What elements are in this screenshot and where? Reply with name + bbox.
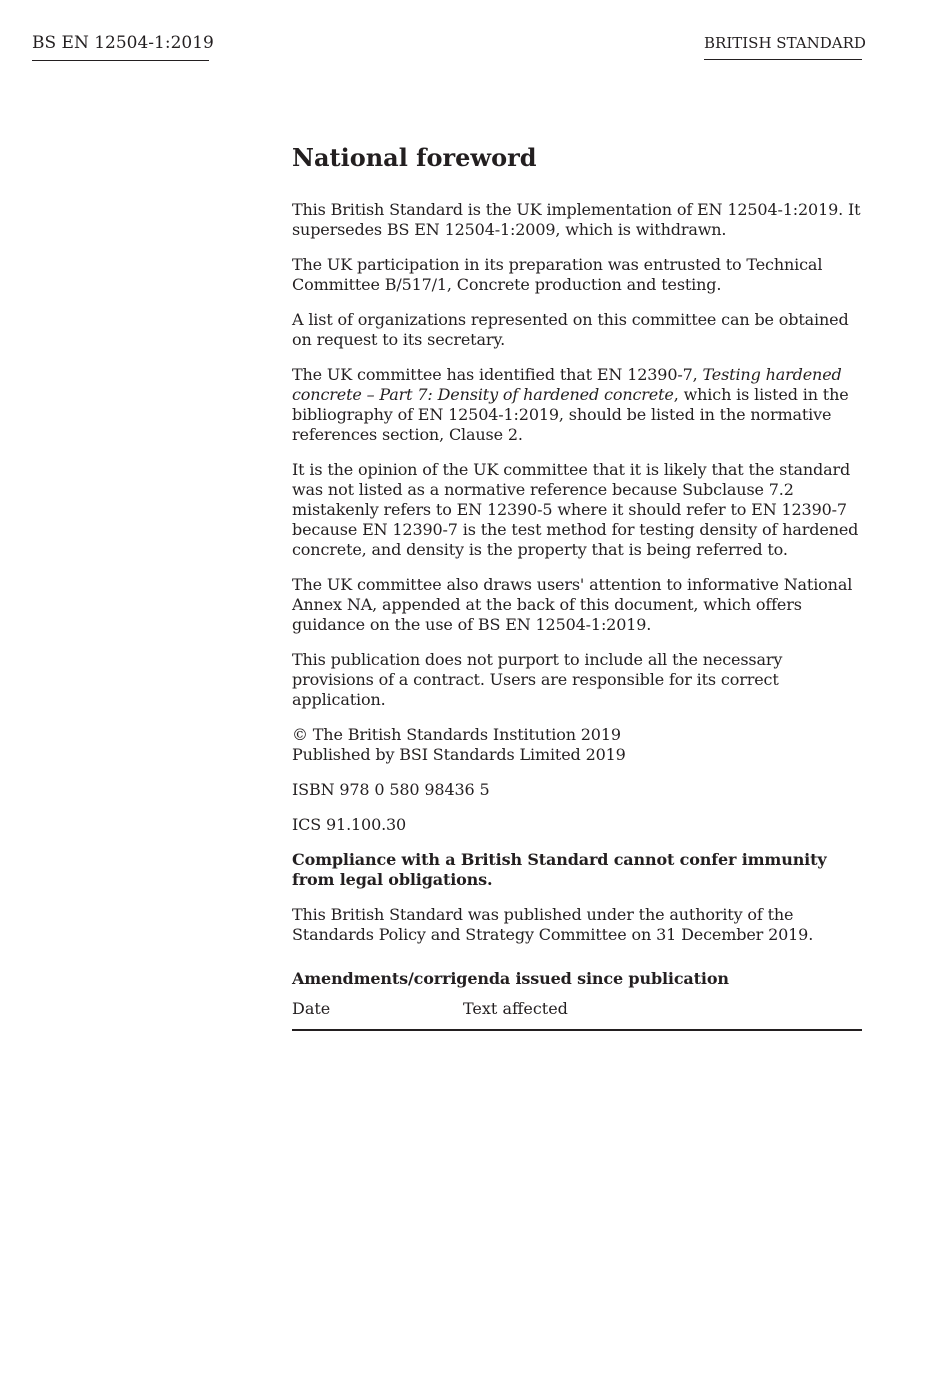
committee-paragraph: The UK participation in its preparation was entrusted to Technical Committee B/517/1, Concrete production and testing. [292,255,823,294]
isbn-line: ISBN 978 0 580 98436 5 [292,780,490,799]
compliance-statement: Compliance with a British Standard cannot confer immunity from legal obligations. [292,850,827,889]
publisher-line: Published by BSI Standards Limited 2019 [292,745,626,764]
reference-text-end: , which is listed in the bibliography of EN 12504-1:2019, should be listed in the normative references section, Clause 2. [292,385,849,444]
national-annex-paragraph: The UK committee also draws users' attention to informative National Annex NA, appended at the back of this document, which offers guidance on the use of BS EN 12504-1:2019. [292,575,853,634]
copyright-line: © The British Standards Institution 2019 [292,725,621,744]
date-column-header: Date [292,999,331,1018]
organizations-paragraph: A list of organizations represented on this committee can be obtained on request to its secretary. [292,310,849,349]
ics-line: ICS 91.100.30 [292,815,407,834]
text-affected-column-header: Text affected [463,999,568,1018]
standard-type-header: BRITISH STANDARD [704,32,862,60]
amendments-heading: Amendments/corrigenda issued since publication [292,969,729,988]
normative-reference-paragraph [292,365,862,445]
reference-text-start: The UK committee has identified that EN 12390-7, [292,365,703,384]
page-title: National foreword [292,143,537,172]
implementation-paragraph: This British Standard is the UK implementation of EN 12504-1:2019. It supersedes BS EN 12504-1:2009, which is withdrawn. [292,200,861,239]
copyright-block [292,725,862,765]
national-foreword [292,140,862,1031]
document-number-header: BS EN 12504-1:2019 [32,32,209,61]
amendments-table [292,999,862,1031]
contract-provisions-paragraph: This publication does not purport to include all the necessary provisions of a contract. Users are responsible for its correct application. [292,650,783,709]
referenced-standard-title: Testing hardened concrete – Part 7: Density of hardened concrete [292,365,842,404]
authority-paragraph: This British Standard was published under the authority of the Standards Policy and Strategy Committee on 31 December 2019. [292,905,814,944]
opinion-paragraph: It is the opinion of the UK committee that it is likely that the standard was not listed as a normative reference because Subclause 7.2 mistakenly refers to EN 12390-5 where it should refer to EN 12390-7 because EN 12390-7 is the test method for testing density of hardened concrete, and density is the property that is being referred to. [292,460,859,559]
